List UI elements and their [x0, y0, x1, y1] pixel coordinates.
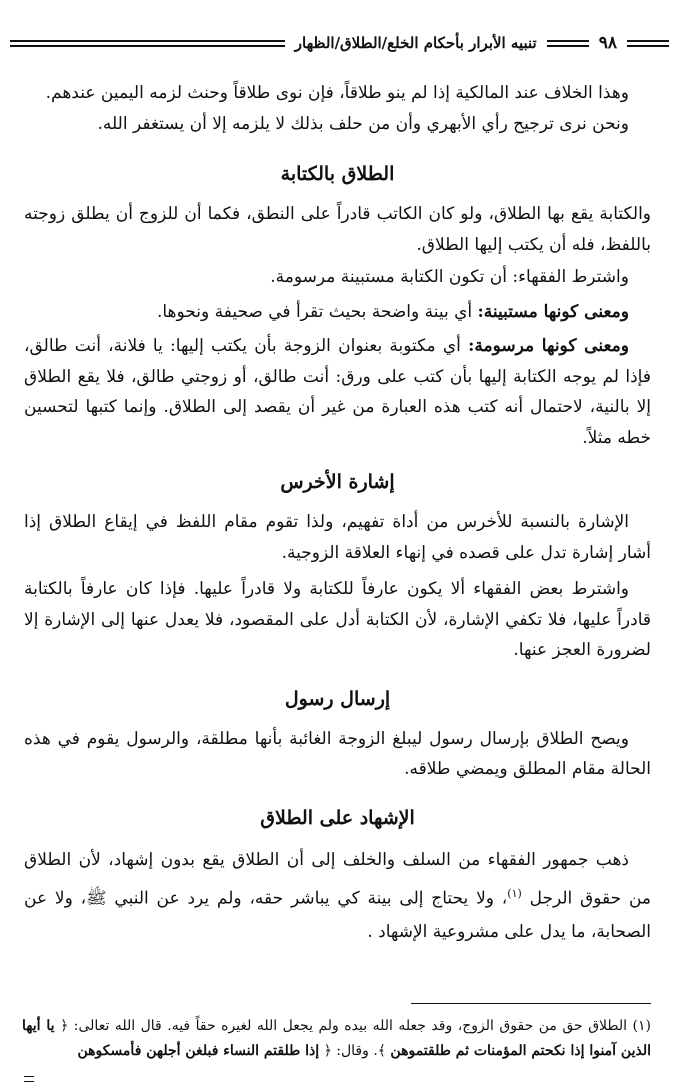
- footnote: [22, 1014, 651, 1064]
- term-addressed-definition: أي مكتوبة بعنوان الزوجة بأن يكتب إليها: يا فلانة، أنت طالق، فإذا لم يوجه الكتابة إليها بأن كتب على ورق: أنت طالق، أو زوجتي طالق، فلا يقع الطلاق إلا بالنية، لاحتمال أنه كتب هذه العبارة من غير أن يقصد إلى الطلاق. وإنما كتبها لتحسين خطه مثلاً.: [24, 336, 651, 448]
- writing-paragraph-3: [24, 297, 651, 328]
- page-content: [24, 78, 651, 949]
- book-title: تنبيه الأبرار بأحكام الخلع/الطلاق/الظهار: [294, 34, 537, 52]
- footnote-separator: [411, 1003, 651, 1004]
- witness-paragraph-1: [24, 843, 651, 950]
- mute-paragraph-2: واشترط بعض الفقهاء ألا يكون عارفاً للكتابة ولا قادراً عليها. فإذا كان عارفاً بالكتابة قادراً عليها، فلا تكفي الإشارة، لأن الكتابة أدل على المقصود، فلا يعدل عنها إلى الإشارة إلا لضرورة العجز عنها.: [24, 579, 651, 660]
- footnote-reference: (١): [507, 886, 522, 900]
- writing-paragraph-4: [24, 331, 651, 453]
- writing-paragraph-2: واشترط الفقهاء: أن تكون الكتابة مستبينة مرسومة.: [270, 267, 629, 287]
- header-rule-middle: [547, 40, 589, 47]
- witness-text-a: ذهب جمهور الفقهاء من السلف والخلف إلى أن الطلاق يقع بدون إشهاد، لأن الطلاق من حقوق الرجل: [24, 849, 651, 909]
- term-clear: ومعنى كونها مستبينة:: [477, 301, 629, 322]
- footnote-verse-1: يا أيها الذين آمنوا إذا نكحتم المؤمنات ثم طلقتموهن: [22, 1018, 651, 1059]
- heading-witness: الإشهاد على الطلاق: [260, 806, 415, 829]
- messenger-paragraph-1: ويصح الطلاق بإرسال رسول ليبلغ الزوجة الغائبة بأنها مطلقة، والرسول يقوم في هذه الحالة مقام المطلق ويمضي طلاقه.: [24, 728, 651, 779]
- heading-writing: الطلاق بالكتابة: [280, 163, 395, 185]
- running-header: [10, 30, 669, 56]
- header-rule-right: [627, 40, 669, 47]
- intro-line-1: وهذا الخلاف عند المالكية إذا لم ينو طلاقاً، فإن نوى طلاقاً وحنث لزمه اليمين عندهم.: [45, 83, 629, 103]
- mute-paragraph-1: الإشارة بالنسبة للأخرس من أداة تفهيم، ولذا تقوم مقام اللفظ في إيقاع الطلاق إذا أشار إشارة تدل على قصده في إنهاء العلاقة الزوجية.: [24, 512, 651, 563]
- header-rule-left: [10, 40, 285, 47]
- term-clear-definition: أي بينة واضحة بحيث تقرأ في صحيفة ونحوها.: [156, 301, 478, 322]
- heading-mute: إشارة الأخرس: [280, 471, 395, 493]
- heading-messenger: إرسال رسول: [284, 687, 391, 710]
- footnote-text-a: (١) الطلاق حق من حقوق الزوج، وقد جعله الله بيده ولم يجعل الله لغيره حقاً فيه. قال الله تعالى: ﴿: [54, 1018, 652, 1034]
- footnote-text-b: ﴾. وقال: ﴿: [319, 1043, 391, 1059]
- footnote-continuation-mark: [24, 1076, 34, 1082]
- writing-paragraph-1: والكتابة يقع بها الطلاق، ولو كان الكاتب قادراً على النطق، فكما أن للزوج أن يطلق زوجته باللفظ، فله أن يكتب إليها الطلاق.: [24, 204, 651, 255]
- intro-line-2: ونحن نرى ترجيح رأي الأبهري وأن من حلف بذلك لا يلزمه إلا أن يستغفر الله.: [97, 113, 629, 134]
- page-number: ٩٨: [598, 33, 617, 53]
- witness-text-b: ، ولا يحتاج إلى بينة كي يباشر حقه، ولم يرد عن النبي ﷺ، ولا عن الصحابة، ما يدل على مشروعية الإشهاد .: [24, 888, 651, 943]
- term-addressed: ومعنى كونها مرسومة:: [468, 336, 629, 356]
- footnote-verse-2: إذا طلقتم النساء فبلغن أجلهن فأمسكوهن: [77, 1043, 320, 1059]
